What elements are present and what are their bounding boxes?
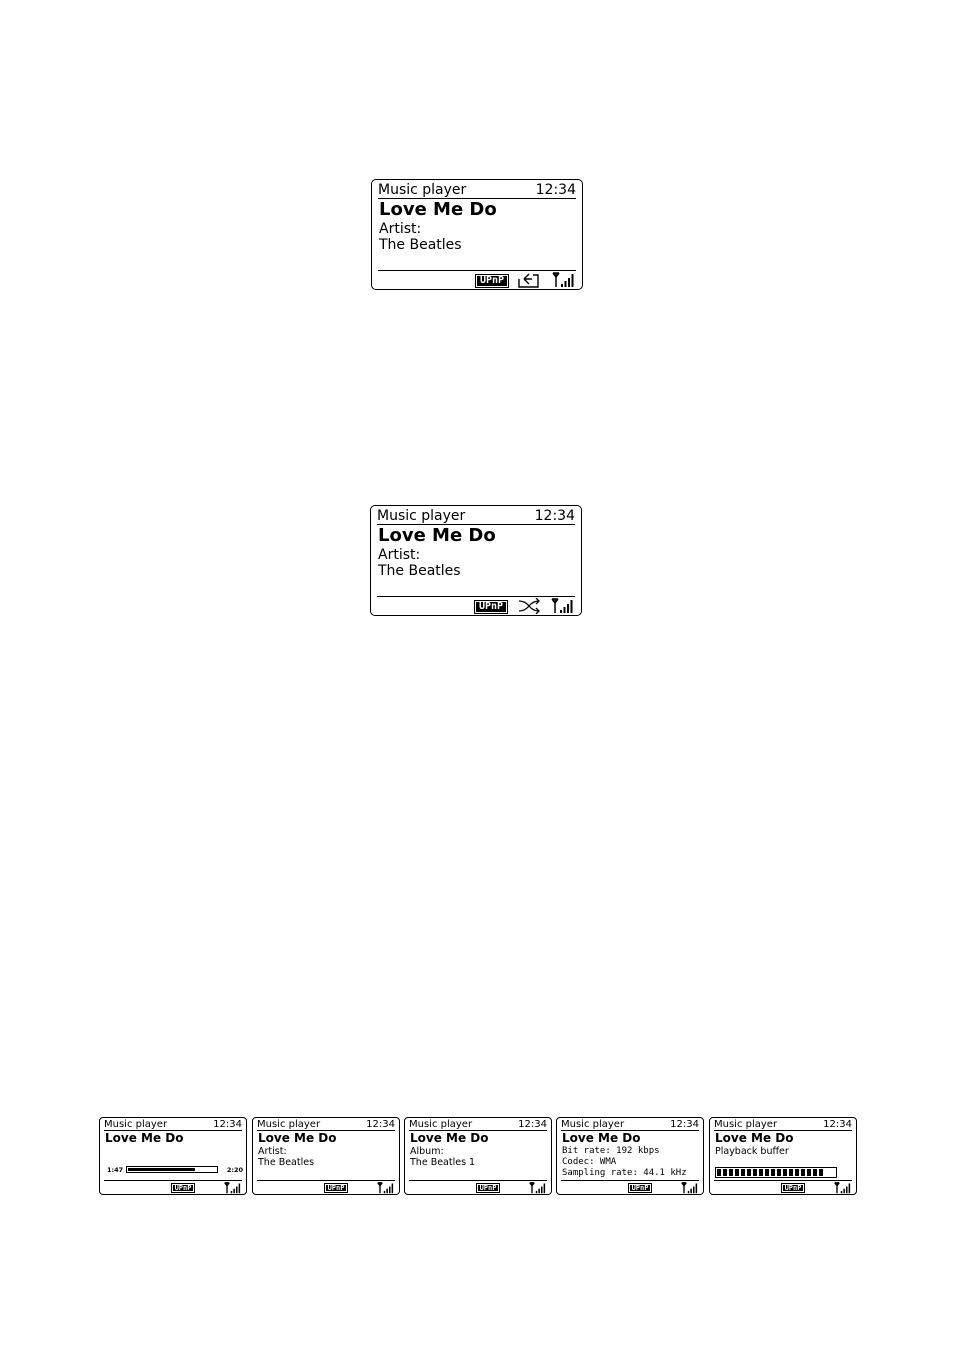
track-title: Love Me Do: [715, 1131, 794, 1145]
info-value: The Beatles: [378, 563, 461, 579]
buffer-segment: [735, 1169, 739, 1176]
footer-divider: [561, 1180, 699, 1181]
display-clock: 12:34: [670, 1119, 699, 1130]
codec: Codec: WMA: [562, 1157, 617, 1167]
buffer-segment: [771, 1169, 775, 1176]
display-clock: 12:34: [366, 1119, 395, 1130]
track-title: Love Me Do: [379, 199, 497, 220]
display-header: [257, 1118, 395, 1131]
display-clock: 12:34: [518, 1119, 547, 1130]
bit-rate: Bit rate: 192 kbps: [562, 1146, 660, 1156]
buffer-bar: [715, 1167, 837, 1178]
buffer-segment: [759, 1169, 763, 1176]
elapsed-time: 1:47: [107, 1166, 124, 1174]
display-title: Music player: [714, 1119, 778, 1130]
repeat-icon: [518, 273, 540, 288]
display-progress: [99, 1117, 247, 1195]
upnp-badge: UPnP: [171, 1183, 195, 1193]
upnp-badge: UPnP: [474, 600, 508, 614]
buffer-segment: [765, 1169, 769, 1176]
footer-divider: [257, 1180, 395, 1181]
footer-divider: [714, 1180, 852, 1181]
footer-divider: [104, 1180, 242, 1181]
display-clock: 12:34: [534, 508, 575, 524]
signal-icon: [681, 1182, 699, 1194]
info-value: The Beatles 1: [410, 1157, 476, 1168]
display-title: Music player: [378, 182, 467, 198]
display-header: [377, 507, 575, 525]
track-title: Love Me Do: [378, 525, 496, 546]
info-label: Artist:: [258, 1146, 287, 1157]
buffer-segment: [747, 1169, 751, 1176]
track-title: Love Me Do: [410, 1131, 489, 1145]
signal-icon: [377, 1182, 395, 1194]
buffer-segment: [801, 1169, 805, 1176]
signal-icon: [224, 1182, 242, 1194]
upnp-badge: UPnP: [476, 1183, 500, 1193]
buffer-segment: [807, 1169, 811, 1176]
display-header: [104, 1118, 242, 1131]
buffer-segment: [783, 1169, 787, 1176]
display-header: [409, 1118, 547, 1131]
footer-divider: [377, 596, 575, 597]
info-label: Artist:: [378, 547, 421, 563]
buffer-segment: [777, 1169, 781, 1176]
progress-fill: [128, 1168, 195, 1171]
display-album: [404, 1117, 552, 1195]
signal-icon: [529, 1182, 547, 1194]
display-stream-info: [556, 1117, 704, 1195]
buffer-label: Playback buffer: [715, 1146, 789, 1157]
footer-divider: [409, 1180, 547, 1181]
buffer-segment: [795, 1169, 799, 1176]
display-title: Music player: [257, 1119, 321, 1130]
signal-icon: [552, 272, 576, 288]
sampling-rate: Sampling rate: 44.1 kHz: [562, 1168, 687, 1178]
track-title: Love Me Do: [258, 1131, 337, 1145]
buffer-segment: [789, 1169, 793, 1176]
display-title: Music player: [409, 1119, 473, 1130]
display-buffer: [709, 1117, 857, 1195]
buffer-segment: [819, 1169, 823, 1176]
display-header: [378, 181, 576, 199]
display-header: [561, 1118, 699, 1131]
buffer-segment: [813, 1169, 817, 1176]
display-title: Music player: [104, 1119, 168, 1130]
progress-bar: [126, 1166, 218, 1173]
display-artist: [252, 1117, 400, 1195]
track-duration: 2:20: [226, 1166, 243, 1174]
shuffle-icon: [518, 598, 542, 614]
buffer-segment: [741, 1169, 745, 1176]
buffer-segment: [753, 1169, 757, 1176]
display-header: [714, 1118, 852, 1131]
display-shuffle-mode: [370, 505, 582, 616]
signal-icon: [551, 598, 575, 614]
display-title: Music player: [561, 1119, 625, 1130]
info-label: Artist:: [379, 221, 422, 237]
signal-icon: [834, 1182, 852, 1194]
upnp-badge: UPnP: [475, 274, 509, 288]
buffer-segment: [729, 1169, 733, 1176]
info-value: The Beatles: [379, 237, 462, 253]
display-clock: 12:34: [823, 1119, 852, 1130]
upnp-badge: UPnP: [628, 1183, 652, 1193]
buffer-segment: [717, 1169, 721, 1176]
display-repeat-mode: [371, 179, 583, 290]
upnp-badge: UPnP: [324, 1183, 348, 1193]
display-clock: 12:34: [213, 1119, 242, 1130]
display-clock: 12:34: [535, 182, 576, 198]
track-title: Love Me Do: [105, 1131, 184, 1145]
info-value: The Beatles: [258, 1157, 315, 1168]
info-label: Album:: [410, 1146, 444, 1157]
progress-row: [105, 1164, 243, 1176]
upnp-badge: UPnP: [781, 1183, 805, 1193]
buffer-segment: [723, 1169, 727, 1176]
display-title: Music player: [377, 508, 466, 524]
footer-divider: [378, 270, 576, 271]
track-title: Love Me Do: [562, 1131, 641, 1145]
